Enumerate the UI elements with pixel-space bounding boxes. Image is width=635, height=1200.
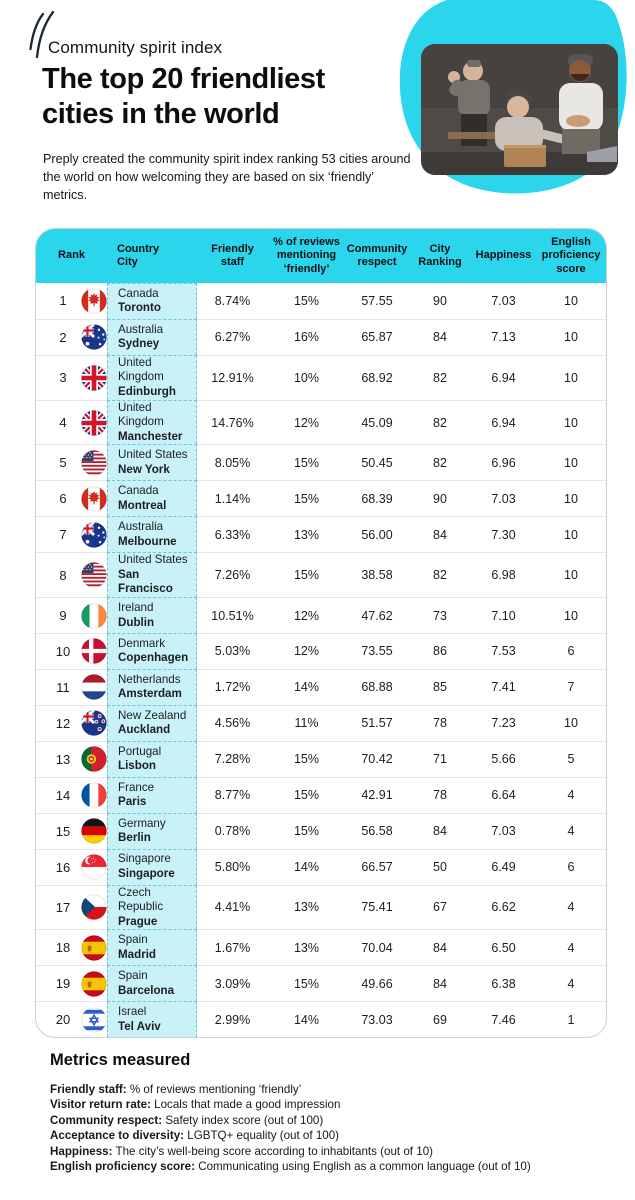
- cell-english-proficiency: 4: [536, 929, 606, 965]
- table-row: [36, 633, 606, 669]
- cell-community-respect: 73.55: [345, 633, 409, 669]
- cell-english-proficiency: 6: [536, 849, 606, 885]
- flag-newzealand-icon: [81, 710, 107, 736]
- cell-friendly-staff: 7.26%: [197, 552, 268, 597]
- table-row: [36, 355, 606, 400]
- hero-section: [0, 0, 635, 228]
- cell-friendly-staff: 5.03%: [197, 633, 268, 669]
- cell-friendly-staff: 8.05%: [197, 444, 268, 480]
- cell-rank: 13: [36, 741, 107, 777]
- cell-rank: 18: [36, 929, 107, 965]
- cell-happiness: 7.03: [491, 293, 516, 308]
- cell-city-ranking: 84: [409, 965, 471, 1001]
- cell-rank: 15: [36, 813, 107, 849]
- cell-city-ranking: 78: [409, 777, 471, 813]
- cell-english-proficiency: 4: [536, 777, 606, 813]
- cell-english-proficiency: 4: [536, 965, 606, 1001]
- metric-definition: Friendly staff: % of reviews mentioning ‘friendly’: [50, 1083, 302, 1096]
- cell-country-city: Ireland Dublin: [107, 597, 197, 633]
- cell-happiness: 7.53: [471, 633, 536, 669]
- cell-city-ranking: 85: [409, 669, 471, 705]
- table-row: [36, 1001, 606, 1037]
- cell-reviews-friendly: 13%: [268, 516, 345, 552]
- cell-english-proficiency: 1: [536, 1001, 606, 1037]
- cell-friendly-staff: 14.76%: [197, 400, 268, 445]
- flag-france-icon: [81, 782, 107, 808]
- cell-community-respect: 66.57: [345, 849, 409, 885]
- cell-city-ranking: 84: [409, 813, 471, 849]
- flag-canada-icon: [81, 288, 107, 314]
- table-header-row: [36, 229, 606, 283]
- table-row: [36, 885, 606, 930]
- cell-community-respect: 68.39: [345, 480, 409, 516]
- metrics-section: [50, 1051, 590, 1174]
- cell-community-respect: 70.42: [345, 741, 409, 777]
- cell-rank: 6: [36, 480, 107, 516]
- cell-rank: 17: [36, 885, 107, 930]
- cell-country-city: Spain Barcelona: [107, 965, 197, 1001]
- column-header-friendly-staff: Friendly staff: [211, 242, 254, 268]
- cell-reviews-friendly: 12%: [268, 400, 345, 445]
- cell-reviews-friendly: 12%: [268, 597, 345, 633]
- cell-reviews-friendly: 10%: [268, 355, 345, 400]
- cell-city-ranking: 71: [409, 741, 471, 777]
- cell-friendly-staff: 3.09%: [197, 965, 268, 1001]
- flag-usa-icon: [81, 450, 107, 476]
- cell-reviews-friendly: 13%: [268, 929, 345, 965]
- cell-happiness: 7.30: [471, 516, 536, 552]
- cell-english-proficiency: 10: [536, 597, 606, 633]
- table-row: [36, 516, 606, 552]
- cell-country-city: Canada Montreal: [107, 480, 197, 516]
- table-row: [36, 480, 606, 516]
- cell-rank: 12: [36, 705, 107, 741]
- column-header-city-ranking: City Ranking: [418, 242, 462, 268]
- table-row: [36, 552, 606, 597]
- cell-friendly-staff: 4.56%: [197, 705, 268, 741]
- table-row: [36, 929, 606, 965]
- cell-community-respect: 42.91: [345, 777, 409, 813]
- cell-reviews-friendly: 15%: [293, 293, 320, 308]
- metrics-list: [50, 1082, 590, 1174]
- page-subtitle: Preply created the community spirit index ranking 53 cities around the world on how welcoming they are based on six ‘friendly’ metrics.: [43, 152, 411, 202]
- cell-english-proficiency: 10: [536, 400, 606, 445]
- table-row: [36, 965, 606, 1001]
- cell-english-proficiency: 10: [564, 293, 578, 308]
- cell-friendly-staff: 1.14%: [197, 480, 268, 516]
- cell-city-ranking: 82: [409, 444, 471, 480]
- cell-community-respect: 70.04: [345, 929, 409, 965]
- flag-spain-icon: [81, 935, 107, 961]
- cell-happiness: 6.98: [471, 552, 536, 597]
- cell-country-city: United Kingdom Edinburgh: [107, 355, 197, 400]
- table-row: [36, 400, 606, 445]
- flag-australia-icon: [81, 522, 107, 548]
- cell-friendly-staff: 2.99%: [197, 1001, 268, 1037]
- flag-uk-icon: [81, 410, 107, 436]
- cell-happiness: 7.10: [471, 597, 536, 633]
- cell-happiness: 7.41: [471, 669, 536, 705]
- cell-reviews-friendly: 15%: [268, 552, 345, 597]
- metrics-heading: Metrics measured: [50, 1051, 191, 1069]
- flag-ireland-icon: [81, 603, 107, 629]
- cell-community-respect: 68.88: [345, 669, 409, 705]
- cell-city-ranking: 84: [409, 929, 471, 965]
- flag-australia-icon: [81, 324, 107, 350]
- flag-czech-icon: [81, 894, 107, 920]
- cell-friendly-staff: 6.27%: [197, 319, 268, 355]
- cell-happiness: 5.66: [471, 741, 536, 777]
- cell-rank: 5: [36, 444, 107, 480]
- cell-city-ranking: 90: [433, 293, 447, 308]
- cell-reviews-friendly: 12%: [268, 633, 345, 669]
- people-illustration-icon: [421, 44, 618, 175]
- cell-happiness: 6.50: [471, 929, 536, 965]
- cell-reviews-friendly: 14%: [268, 1001, 345, 1037]
- column-header-rank: Rank: [58, 249, 85, 262]
- cell-country-city: Portugal Lisbon: [107, 741, 197, 777]
- cell-country-city: Israel Tel Aviv: [107, 1001, 197, 1037]
- cell-city-ranking: 82: [409, 552, 471, 597]
- metric-definition: Visitor return rate: Locals that made a good impression: [50, 1098, 341, 1112]
- cell-community-respect: 56.58: [345, 813, 409, 849]
- cell-happiness: 6.96: [471, 444, 536, 480]
- cell-happiness: 6.62: [471, 885, 536, 930]
- cell-country-city: Czech Republic Prague: [107, 885, 197, 930]
- cell-city-ranking: 73: [409, 597, 471, 633]
- column-header-place: Country City: [117, 242, 160, 268]
- cell-city-ranking: 86: [409, 633, 471, 669]
- cell-country-city: Germany Berlin: [107, 813, 197, 849]
- cell-happiness: 7.13: [471, 319, 536, 355]
- cell-rank: 3: [36, 355, 107, 400]
- table-row: [36, 444, 606, 480]
- page-title: [42, 62, 325, 132]
- cell-rank: 10: [36, 633, 107, 669]
- cell-happiness: 7.46: [471, 1001, 536, 1037]
- cell-community-respect: 75.41: [345, 885, 409, 930]
- table-row: [36, 597, 606, 633]
- cell-english-proficiency: 7: [536, 669, 606, 705]
- cell-country-city: Singapore Singapore: [107, 849, 197, 885]
- cell-community-respect: 56.00: [345, 516, 409, 552]
- cell-reviews-friendly: 14%: [268, 849, 345, 885]
- cell-english-proficiency: 4: [536, 885, 606, 930]
- cell-rank: 7: [36, 516, 107, 552]
- cell-country-city: Denmark Copenhagen: [107, 633, 197, 669]
- table-row: [36, 849, 606, 885]
- cell-community-respect: 68.92: [345, 355, 409, 400]
- cell-reviews-friendly: 15%: [268, 813, 345, 849]
- cell-reviews-friendly: 15%: [268, 741, 345, 777]
- cell-city-ranking: 67: [409, 885, 471, 930]
- metric-definition: Happiness: The city’s well-being score according to inhabitants (out of 10): [50, 1144, 434, 1158]
- cell-country-city: United Kingdom Manchester: [107, 400, 197, 445]
- cell-rank: 2: [36, 319, 107, 355]
- cell-rank: 1: [36, 283, 107, 319]
- cell-reviews-friendly: 15%: [268, 777, 345, 813]
- cell-community-respect: 38.58: [345, 552, 409, 597]
- cell-city-ranking: 78: [409, 705, 471, 741]
- cell-community-respect: 73.03: [345, 1001, 409, 1037]
- cell-community-respect: 45.09: [345, 400, 409, 445]
- cell-friendly-staff: 1.72%: [197, 669, 268, 705]
- cell-city-ranking: 84: [409, 319, 471, 355]
- cell-country-city: New Zealand Auckland: [107, 705, 197, 741]
- cell-friendly-staff: 0.78%: [197, 813, 268, 849]
- cell-english-proficiency: 6: [536, 633, 606, 669]
- cell-english-proficiency: 10: [536, 444, 606, 480]
- cell-english-proficiency: 10: [536, 355, 606, 400]
- column-header-community-respect: Community respect: [346, 242, 408, 268]
- cell-country-city: Netherlands Amsterdam: [107, 669, 197, 705]
- flag-singapore-icon: [81, 854, 107, 880]
- table-body: [36, 283, 606, 1037]
- cell-english-proficiency: 10: [536, 705, 606, 741]
- table-row: [36, 741, 606, 777]
- cell-city-ranking: 69: [409, 1001, 471, 1037]
- cell-city-ranking: 82: [409, 400, 471, 445]
- cell-country-city: Canada Toronto: [107, 283, 197, 319]
- cell-happiness: 7.03: [471, 480, 536, 516]
- eyebrow-label: Community spirit index: [48, 38, 223, 57]
- flag-usa-icon: [81, 562, 107, 588]
- title-line-1: The top 20 friendliest: [42, 63, 325, 95]
- cell-friendly-staff: 8.74%: [214, 293, 251, 308]
- table-row: [36, 813, 606, 849]
- cell-english-proficiency: 10: [536, 552, 606, 597]
- cell-community-respect: 49.66: [345, 965, 409, 1001]
- cell-happiness: 6.94: [471, 355, 536, 400]
- cell-reviews-friendly: 14%: [268, 669, 345, 705]
- cell-english-proficiency: 4: [536, 813, 606, 849]
- cell-reviews-friendly: 16%: [268, 319, 345, 355]
- flag-canada-icon: [81, 486, 107, 512]
- cell-english-proficiency: 5: [536, 741, 606, 777]
- cell-friendly-staff: 8.77%: [197, 777, 268, 813]
- cell-friendly-staff: 12.91%: [197, 355, 268, 400]
- cell-country-city: Spain Madrid: [107, 929, 197, 965]
- table-row: [36, 669, 606, 705]
- cell-friendly-staff: 6.33%: [197, 516, 268, 552]
- column-header-english: English proficiency score: [541, 235, 601, 275]
- cell-community-respect: 50.45: [345, 444, 409, 480]
- table-row: [36, 283, 606, 319]
- flag-germany-icon: [81, 818, 107, 844]
- flag-portugal-icon: [81, 746, 107, 772]
- cell-city-ranking: 50: [409, 849, 471, 885]
- cell-rank: 20: [36, 1001, 107, 1037]
- cell-rank: 16: [36, 849, 107, 885]
- cell-country-city: France Paris: [107, 777, 197, 813]
- cell-friendly-staff: 10.51%: [197, 597, 268, 633]
- cell-reviews-friendly: 15%: [268, 444, 345, 480]
- cell-happiness: 6.94: [471, 400, 536, 445]
- cell-rank: 11: [36, 669, 107, 705]
- cell-rank: 9: [36, 597, 107, 633]
- cell-community-respect: 57.55: [361, 293, 393, 308]
- cell-friendly-staff: 1.67%: [197, 929, 268, 965]
- community-photo: [421, 44, 618, 175]
- cell-happiness: 6.38: [471, 965, 536, 1001]
- rankings-table: [35, 228, 607, 1038]
- cell-friendly-staff: 4.41%: [197, 885, 268, 930]
- cell-english-proficiency: 10: [536, 480, 606, 516]
- flag-netherlands-icon: [81, 674, 107, 700]
- cell-community-respect: 47.62: [345, 597, 409, 633]
- hero-blob: [395, 0, 635, 210]
- flag-denmark-icon: [81, 638, 107, 664]
- cell-community-respect: 65.87: [345, 319, 409, 355]
- table-row: [36, 319, 606, 355]
- metric-definition: Acceptance to diversity: LGBTQ+ equality (out of 100): [50, 1129, 340, 1143]
- cell-happiness: 6.49: [471, 849, 536, 885]
- cell-friendly-staff: 5.80%: [197, 849, 268, 885]
- cell-friendly-staff: 7.28%: [197, 741, 268, 777]
- title-line-2: cities in the world: [42, 98, 280, 130]
- cell-rank: 19: [36, 965, 107, 1001]
- cell-happiness: 7.03: [471, 813, 536, 849]
- cell-city-ranking: 82: [409, 355, 471, 400]
- cell-english-proficiency: 10: [536, 319, 606, 355]
- flag-uk-icon: [81, 365, 107, 391]
- metric-definition: English proficiency score: Communicating using English as a common language (out of 10): [50, 1160, 531, 1174]
- cell-reviews-friendly: 15%: [268, 480, 345, 516]
- cell-country-city: Australia Melbourne: [107, 516, 197, 552]
- cell-country-city: United States New York: [107, 444, 197, 480]
- cell-rank: 14: [36, 777, 107, 813]
- flag-israel-icon: [81, 1007, 107, 1033]
- table-row: [36, 705, 606, 741]
- cell-reviews-friendly: 15%: [268, 965, 345, 1001]
- cell-happiness: 7.23: [471, 705, 536, 741]
- cell-reviews-friendly: 13%: [268, 885, 345, 930]
- column-header-reviews: % of reviews mentioning ‘friendly’: [273, 235, 340, 275]
- table-row: [36, 777, 606, 813]
- cell-city-ranking: 84: [409, 516, 471, 552]
- metric-definition: Community respect: Safety index score (out of 100): [50, 1113, 324, 1127]
- cell-happiness: 6.64: [471, 777, 536, 813]
- cell-rank: 4: [36, 400, 107, 445]
- column-header-happiness: Happiness: [475, 249, 532, 262]
- cell-country-city: United States San Francisco: [107, 552, 197, 597]
- flag-spain-icon: [81, 971, 107, 997]
- cell-city-ranking: 90: [409, 480, 471, 516]
- cell-country-city: Australia Sydney: [107, 319, 197, 355]
- cell-rank: 8: [36, 552, 107, 597]
- cell-reviews-friendly: 11%: [268, 705, 345, 741]
- cell-community-respect: 51.57: [345, 705, 409, 741]
- cell-english-proficiency: 10: [536, 516, 606, 552]
